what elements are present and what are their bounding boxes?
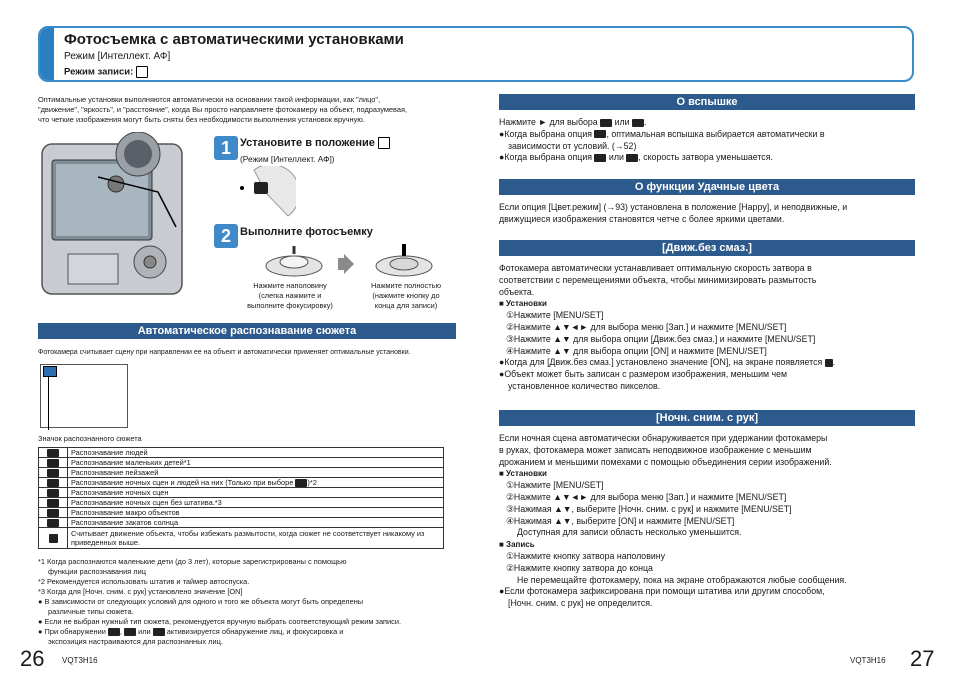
motion-line: Фотокамера автоматически устанавливает оптимальную скорость затвора в xyxy=(499,263,812,273)
flash-text-part: Нажмите ► для выбора xyxy=(499,117,598,127)
camera-illustration xyxy=(38,132,188,302)
night-line: [Ночн. сним. с рук] не определится. xyxy=(508,598,653,609)
footnotes xyxy=(38,557,458,647)
night-line: ■ Запись xyxy=(499,540,535,550)
footnote-line: *1 Когда распознаются маленькие дети (до 3 лет), которые зарегистрированы с помощью xyxy=(38,557,347,566)
caption-line: выполните фокусировку) xyxy=(247,301,333,310)
night-line: ●Если фотокамера зафиксирована при помощи штатива или другим способом, xyxy=(499,586,825,597)
caption-line: Нажмите полностью xyxy=(371,281,441,290)
intro-text xyxy=(38,95,458,125)
flash-line: Нажмите ► для выбора или . xyxy=(499,117,647,127)
night-line: ④Нажимая ▲▼, выберите [ON] и нажмите [MENU/SET] xyxy=(506,515,735,526)
footnote-line: *2 Рекомендуется использовать штатив и таймер автоспуска. xyxy=(38,577,250,586)
flash-line xyxy=(499,152,919,164)
footnote-line: *3 Когда для [Ночн. сним. с рук] установлено значение [ON] xyxy=(38,587,243,596)
table-cell: Распознавание макро объектов xyxy=(68,508,444,518)
flash-text-part: ●Когда выбрана опция xyxy=(499,128,592,139)
intro-line: что четкие изображения могут быть сняты без необходимости выполнения установок вручную. xyxy=(38,115,365,124)
table-row xyxy=(39,498,444,508)
night-line: ■ Установки xyxy=(499,469,547,479)
footnote-line: ● В зависимости от следующих условий для одного и того же объекта могут быть определены xyxy=(38,597,364,606)
baby-icon xyxy=(47,459,59,467)
table-cell: Считывает движение объекта, чтобы избежать размытости, когда сюжет не соответствует никакому из приведенных выше. xyxy=(68,528,444,549)
night-scenery-icon xyxy=(47,489,59,497)
page-number-right: 27 xyxy=(910,646,935,671)
flash-text-part: ●Когда выбрана опция xyxy=(499,152,592,163)
flash-off-icon xyxy=(632,119,644,127)
slow-sync-icon xyxy=(594,154,606,162)
table-row xyxy=(39,488,444,498)
motion-line: ③Нажмите ▲▼ для выбора опции [Движ.без смаз.] и нажмите [MENU/SET] xyxy=(506,333,816,344)
footnote-text: или xyxy=(138,627,151,636)
motion-line: объекта. xyxy=(499,286,535,297)
footnote-line: экспозиция настраиваются для распознанных лиц. xyxy=(48,637,223,646)
night-line: в руках, фотокамера может записать неподвижное изображение с меньшим xyxy=(499,444,812,455)
caption-line: Нажмите наполовину xyxy=(253,281,327,290)
step-number-2: 2 xyxy=(214,224,238,248)
night-line: ①Нажмите кнопку затвора наполовину xyxy=(506,550,666,561)
step-number-1: 1 xyxy=(214,136,238,160)
motion-line: ●Когда для [Движ.без смаз.] установлено значение [ON], на экране появляется . xyxy=(499,357,836,368)
table-cell: Распознавание ночных сцен xyxy=(68,488,444,498)
scene-icon-marker xyxy=(43,366,57,377)
motion-line: ②Нажмите ▲▼◄► для выбора меню [Зап.] и нажмите [MENU/SET] xyxy=(506,321,787,332)
table-row xyxy=(39,508,444,518)
mode-subtitle: Режим [Интеллект. АФ] xyxy=(64,51,171,62)
portrait-icon xyxy=(108,628,120,636)
page-title: Фотосъемка с автоматическими установками xyxy=(64,31,404,48)
table-cell-suffix: )*2 xyxy=(307,478,317,488)
intro-line: Оптимальные установки выполняются автоматически на основании такой информации, как "лицо", xyxy=(38,95,381,104)
color-line: движущиеся изображения становятся четче с более яркими цветами. xyxy=(499,213,785,224)
scene-intro: Фотокамера считывает сцену при направлении ее на объект и автоматически применяет оптимальные установки. xyxy=(38,349,411,356)
portrait-icon xyxy=(47,449,59,457)
night-line: Доступная для записи область несколько уменьшится. xyxy=(517,527,742,538)
shutter-full-press-icon xyxy=(372,244,436,278)
doc-code-right: VQT3H16 xyxy=(850,656,886,665)
intro-line: "движение", "яркость", и "расстояние", когда Вы просто направляете фотокамеру на объект, подразумевая, xyxy=(38,105,408,114)
flash-line: зависимости от условий. (→52) xyxy=(508,140,637,151)
table-cell: Распознавание маленьких детей*1 xyxy=(68,458,444,468)
footnote-line: различные типы сюжета. xyxy=(48,607,134,616)
table-cell-text: Распознавание ночных сцен и людей на них (Только при выборе xyxy=(71,478,294,488)
step1-title xyxy=(240,137,390,149)
night-text xyxy=(499,433,919,610)
half-press-caption xyxy=(238,281,342,311)
flash-text-part: или xyxy=(614,117,630,127)
table-row xyxy=(39,528,444,549)
motion-line: соответствии с перемещениями объекта, чтобы минимизировать размытость xyxy=(499,274,817,285)
night-line: Не перемещайте фотокамеру, пока на экране отображаются любые сообщения. xyxy=(517,574,847,585)
night-line: ②Нажмите ▲▼◄► для выбора меню [Зап.] и нажмите [MENU/SET] xyxy=(506,491,787,502)
record-mode-label: Режим записи: xyxy=(64,66,148,78)
flash-text xyxy=(499,117,919,164)
night-line: дрожанием и меньшими помехами с помощью объединения серии изображений. xyxy=(499,456,832,467)
color-text xyxy=(499,202,919,226)
footnote-line: функции распознавания лиц xyxy=(48,567,146,576)
flash-text-part: , скорость затвора уменьшается. xyxy=(638,152,773,163)
footnote-text: активизируется обнаружение лиц, и фокусировка и xyxy=(166,627,344,636)
color-line: Если опция [Цвет.режим] (→93) установлена в положение [Happy], и неподвижные, и xyxy=(499,202,848,212)
table-row xyxy=(39,518,444,528)
step1-title-text: Установите в положение xyxy=(240,137,375,149)
motion-line: установленное количество пикселов. xyxy=(508,380,661,391)
scene-table xyxy=(38,447,444,549)
caption-line: (слегка нажмите и xyxy=(258,291,322,300)
motion-line: ④Нажмите ▲▼ для выбора опции [ON] и нажмите [MENU/SET] xyxy=(506,345,767,356)
scenery-icon xyxy=(47,469,59,477)
table-row xyxy=(39,448,444,458)
table-cell: Распознавание людей xyxy=(68,448,444,458)
flash-text-part: , оптимальная вспышка выбирается автоматически в xyxy=(606,128,825,139)
table-row xyxy=(39,458,444,468)
arrow-right-icon xyxy=(336,254,354,274)
sunset-icon xyxy=(47,519,59,527)
step2-title: Выполните фотосъемку xyxy=(240,226,373,238)
header-accent-band xyxy=(40,28,54,80)
table-cell: Распознавание пейзажей xyxy=(68,468,444,478)
footnote-line: ● При обнаружении , или активизируется обнаружение лиц, и фокусировка и xyxy=(38,627,344,636)
night-line: ③Нажимая ▲▼, выберите [Ночн. сним. с рук] и нажмите [MENU/SET] xyxy=(506,503,792,514)
section-bar-motion-deblur: [Движ.без смаз.] xyxy=(499,240,915,256)
ia-icon xyxy=(49,534,58,543)
flash-text-part: или xyxy=(608,152,624,163)
macro-icon xyxy=(47,509,59,517)
night-line: ②Нажмите кнопку затвора до конца xyxy=(506,562,653,573)
caption-line: конца для записи) xyxy=(374,301,438,310)
flash-auto-icon xyxy=(600,119,612,127)
flash-line xyxy=(499,129,919,141)
section-bar-flash: О вспышке xyxy=(499,94,915,110)
motion-text-part: ●Когда для [Движ.без смаз.] установлено значение [ON], на экране появляется xyxy=(499,357,823,368)
motion-line: ■ Установки xyxy=(499,299,547,309)
night-line: Если ночная сцена автоматически обнаруживается при удержании фотокамеры xyxy=(499,433,828,443)
caption-line: (нажмите кнопку до xyxy=(372,291,440,300)
motion-line: ●Объект может быть записан с размером изображения, меньшим чем xyxy=(499,369,788,380)
section-bar-happy-color: О функции Удачные цвета xyxy=(499,179,915,195)
scene-icon-label: Значок распознанного сюжета xyxy=(38,434,142,443)
motion-line: ①Нажмите [MENU/SET] xyxy=(506,310,604,321)
table-cell xyxy=(68,478,444,488)
page-number-left: 26 xyxy=(20,646,45,671)
table-row xyxy=(39,478,444,488)
mode-dial-icon xyxy=(236,166,296,220)
ia-icon xyxy=(378,137,390,149)
table-cell: Распознавание ночных сцен без штатива.*3 xyxy=(68,498,444,508)
section-bar-handheld-night: [Ночн. сним. с рук] xyxy=(499,410,915,426)
full-press-caption xyxy=(354,281,458,311)
flash-auto-icon xyxy=(295,479,307,487)
footnote-line: ● Если не выбран нужный тип сюжета, рекомендуется вручную выбрать соответствующий режим записи. xyxy=(38,617,402,626)
slow-sync-redeye-icon xyxy=(626,154,638,162)
motion-text xyxy=(499,263,919,393)
step1-subtitle: (Режим [Интеллект. АФ]) xyxy=(240,154,335,164)
section-bar-scene-detection: Автоматическое распознавание сюжета xyxy=(38,323,456,339)
night-line: ①Нажмите [MENU/SET] xyxy=(506,480,604,491)
flash-auto-icon xyxy=(594,130,606,138)
table-cell: Распознавание закатов солнца xyxy=(68,518,444,528)
night-portrait-icon xyxy=(47,479,59,487)
doc-code-left: VQT3H16 xyxy=(62,656,98,665)
leader-line xyxy=(48,376,49,430)
motion-deblur-icon xyxy=(825,359,833,367)
shutter-half-press-icon xyxy=(262,244,326,278)
table-row xyxy=(39,468,444,478)
ia-icon xyxy=(136,66,148,78)
footnote-text: ● При обнаружении xyxy=(38,627,106,636)
night-portrait-icon xyxy=(153,628,165,636)
baby-icon xyxy=(124,628,136,636)
handheld-night-icon xyxy=(47,499,59,507)
